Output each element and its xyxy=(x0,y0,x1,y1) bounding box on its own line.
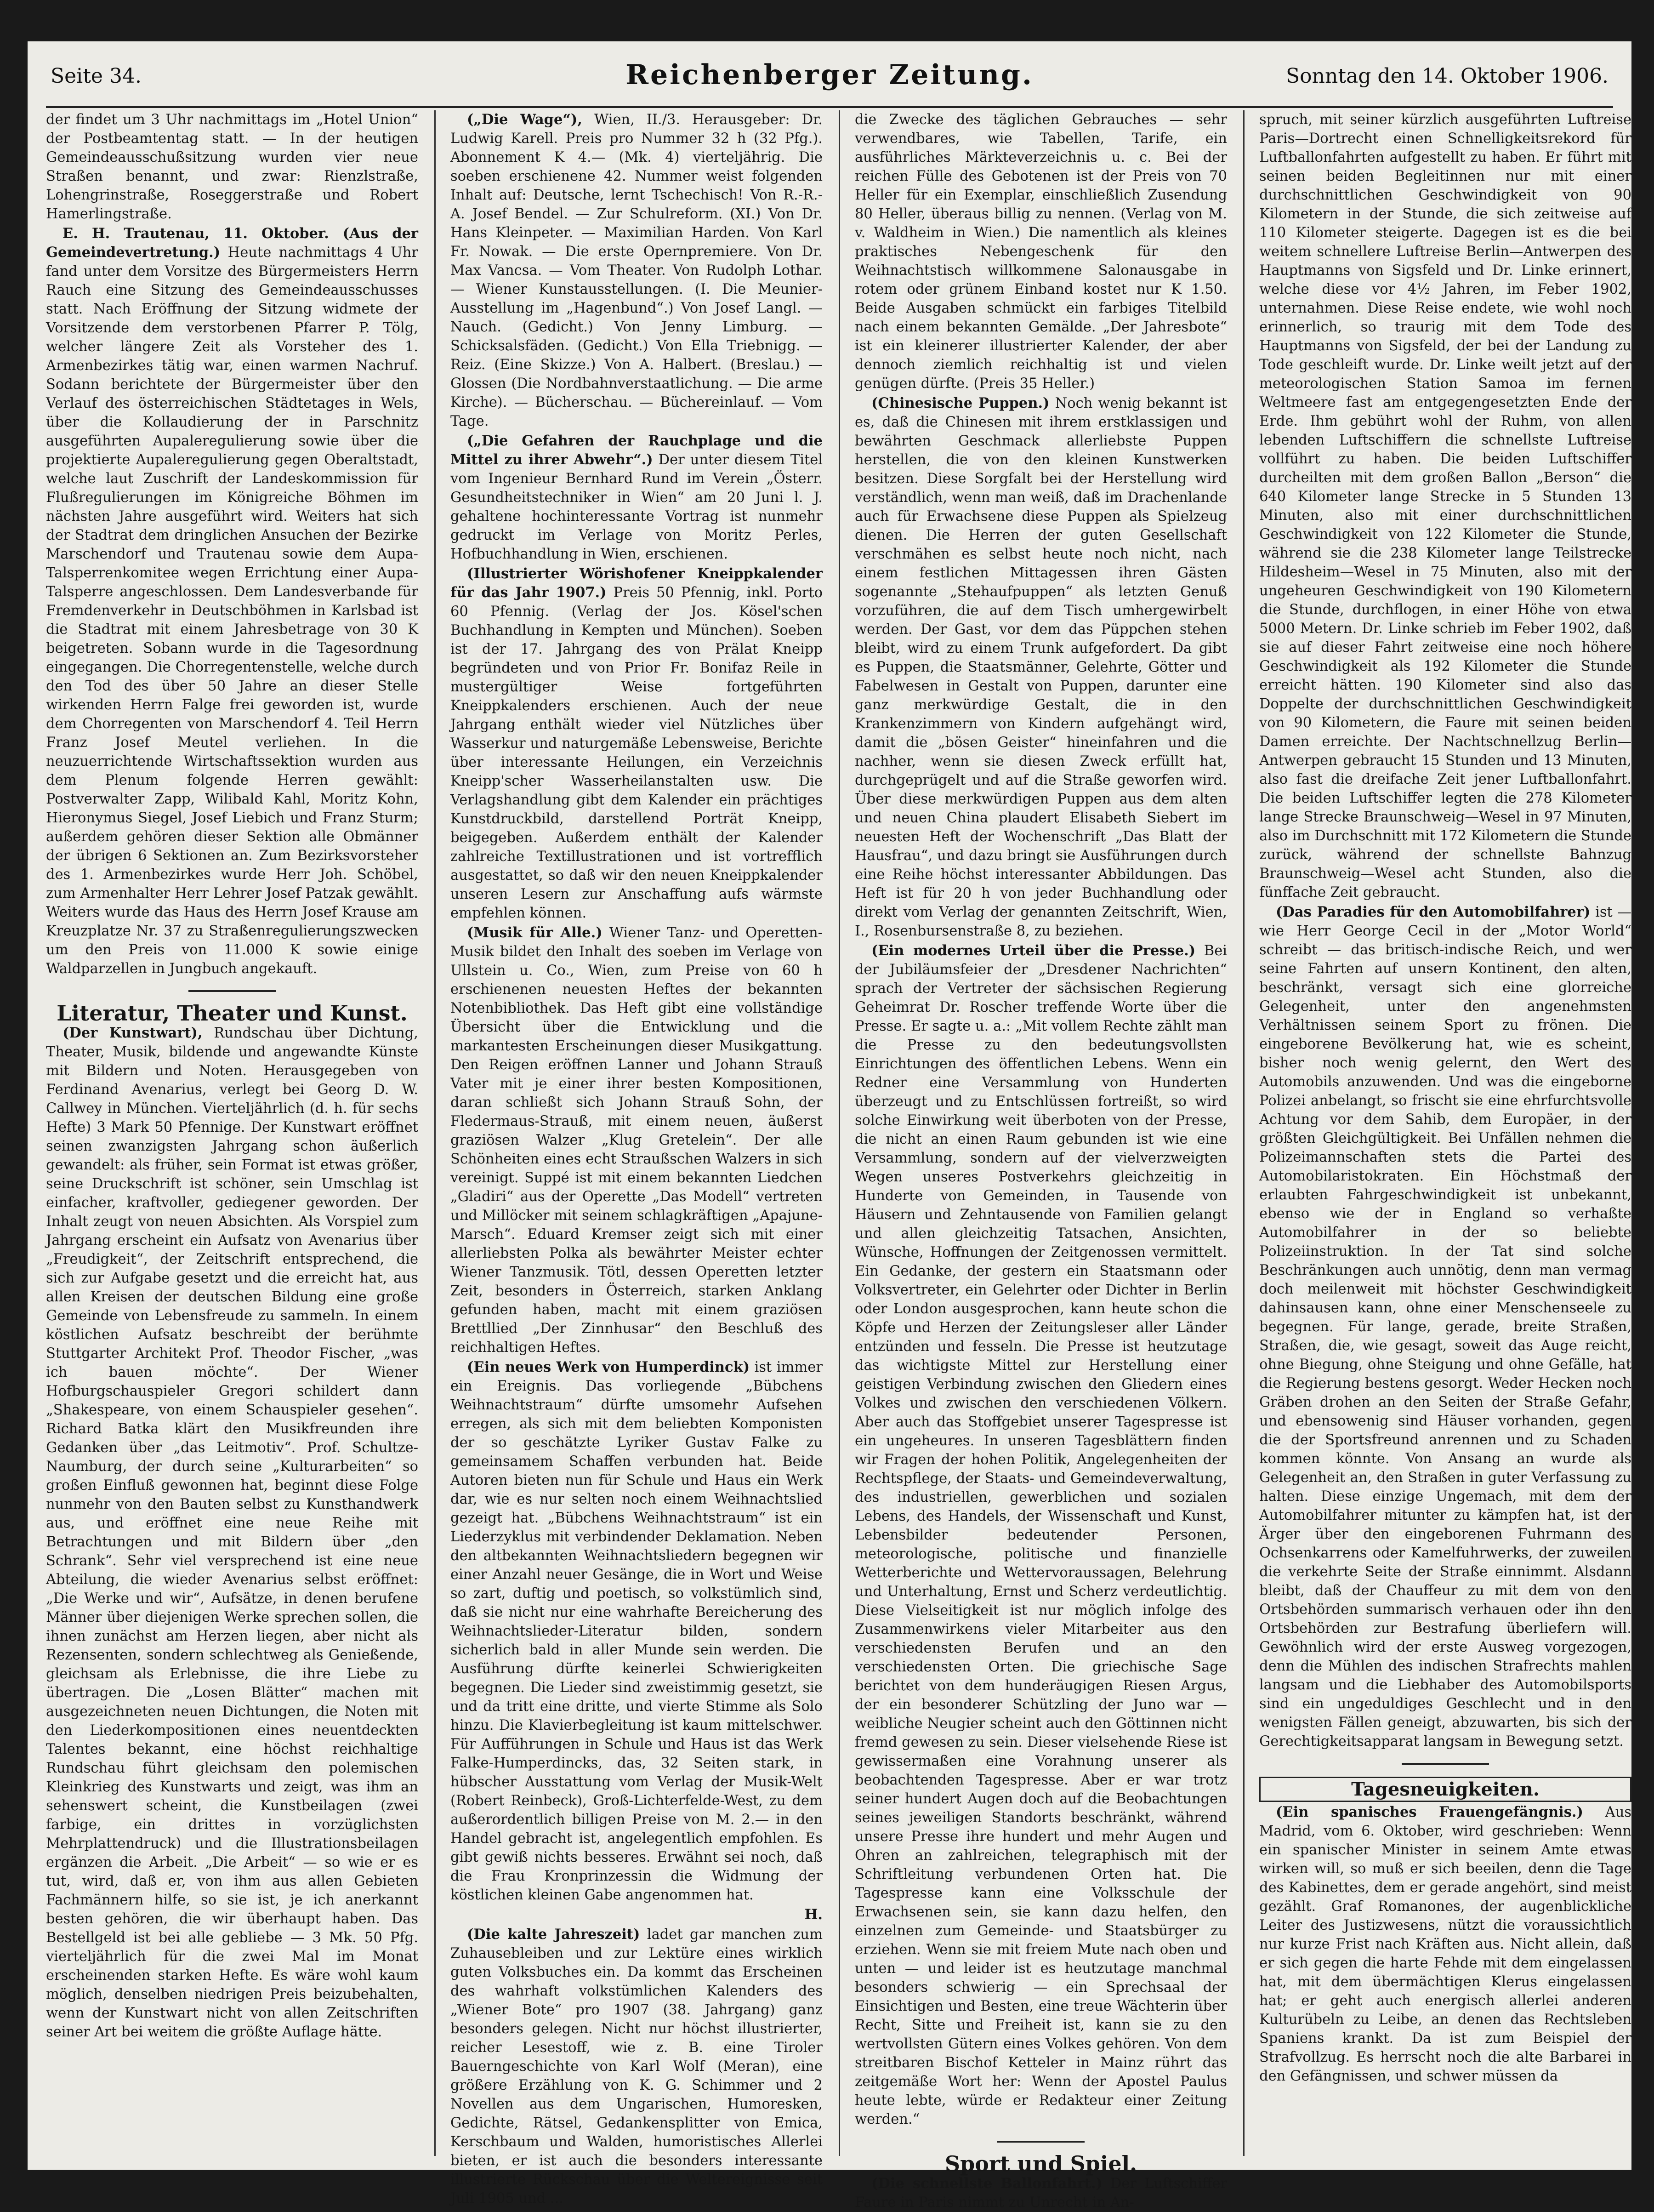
article-text: Noch wenig bekannt ist es, daß die Chinesen mit ihrem erstklassigen und bewährten Geschmack allerliebste Puppen herstellen, die von den kleinen Kunstwerken besitzen. Diese Sorgfalt bei der Herstellung wird verständlich, wenn man weiß, daß im Drachenlande auch für Erwachsene diese Puppen als Spielzeug dienen. Die Herren der guten Gesellschaft verschmähen es selbst heute noch nicht, nach einem festlichen Mittagessen ihren Gästen sogenannte „Stehaufpuppen“ als letzten Genuß vorzuführen, die auf dem Tisch umhergewirbelt werden. Der Gast, vor dem das Püppchen stehen bleibt, wird zu einem Trunk aufgefordert. Da gibt es Puppen, die Staatsmänner, Gelehrte, Götter und Fabelwesen in Gestalt von Puppen, darunter eine ganz merkwürdige Gestalt, die in den Krankenzimmern von Kindern aufgehängt wird, damit die „bösen Geister“ hineinfahren und die nachher, wenn sie diesen Zweck erfüllt hat, durchgeprügelt und auf die Straße geworfen wird. Über diese merkwürdigen Puppen aus dem alten und neuen China plaudert Elisabeth Siebert im neuesten Heft der Wochenschrift „Das Blatt der Hausfrau“, und dazu bringt sie Ausführungen durch eine Reihe höchst interessanter Abbildungen. Das Heft ist für 20 h von jeder Buchhandlung oder direkt vom Verlag der genannten Zeitschrift, Wien, I., Rosenbursenstraße 8, zu beziehen. xyxy=(855,395,1228,939)
column-rule xyxy=(839,110,840,2156)
article xyxy=(1259,903,1631,1751)
separator xyxy=(188,990,276,992)
article-heading: (Musik für Alle.) xyxy=(467,924,602,941)
article-text: Der Luftschiffer Faure in Paris nimmt zu Unrecht in An- xyxy=(855,2176,1227,2211)
article-text: Rundschau über Dichtung, Theater, Musik, bildende und angewandte Künste mit Bildern und Noten. Herausgegeben von Ferdinand Avenarius, verlegt bei Georg D. W. Callwey in München. Vierteljährlich (d. h. für sechs Hefte) 3 Mark 50 Pfennige. Der Kunstwart eröffnet seinen zwanzigsten Jahrgang schon äußerlich gewandelt: als früher, sein Format ist etwas größer, seine Druckschrift ist schöner, sein Umschlag ist einfacher, kraftvoller, gediegener geworden. Der Inhalt zeugt von neuen Absichten. Als Vorspiel zum Jahrgang erscheint ein Aufsatz von Avenarius über „Freudigkeit“, der Zeitschrift entsprechend, die sich zur Aufgabe gesetzt und die erreicht hat, aus allen Kreisen der deutschen Bildung eine große Gemeinde von Lebensfreude zu sammeln. In einem köstlichen Aufsatz beschreibt der berühmte Stuttgarter Architekt Prof. Theodor Fischer, „was ich bauen möchte“. Der Wiener Hofburgschauspieler Gregori schildert dann „Shakespeare, von einem Schauspieler gesehen“. Richard Batka klärt den Musikfreunden ihre Gedanken über „das Leitmotiv“. Prof. Schultze-Naumburg, der durch seine „Kulturarbeiten“ so großen Einfluß gewonnen hat, beginnt diese Folge nunmehr von den Bauten selbst zu Kunsthandwerk aus, und eröffnet eine neue Reihe mit Betrachtungen und mit Bildern über „den Schrank“. Sehr viel versprechend ist eine neue Abteilung, die wieder Avenarius selbst eröffnet: „Die Werke und wir“, Aufsätze, in denen berufene Männer über diejenigen Werke sprechen sollen, die ihnen zunächst am Herzen liegen, aber nicht als Rezensenten, sondern schlechtweg als Genießende, gleichsam als Erlebnisse, die ihre Liebe zu übertragen. Die „Losen Blätter“ machen mit ausgezeichneten neuen Dichtungen, die Noten mit den Liederkompositionen eines neuentdeckten Talentes bekannt, eine höchst reichhaltige Rundschau führt gleichsam den polemischen Kleinkrieg des Kunstwarts und zeigt, was ihm an sehenswert scheint, die Kunstbeilagen (zwei farbige, ein drittes in vorzüglichsten Mehrplattendruck) und die Illustrationsbeilagen ergänzen die Arbeit. „Die Arbeit“ — so wie er es tut, wird, daß er, von ihm aus allen Gebieten Fachmännern hilfe, so sie ist, je ich anerkannt besten gehören, die wir überhaupt haben. Das Bestellgeld ist bei alle gebliebe — 3 Mk. 50 Pfg. vierteljährlich für die zwei Mal im Monat erscheinenden starken Hefte. Es wäre wohl kaum möglich, denselben niedrigen Preis beizubehalten, wenn der Kunstwart nicht von allen Zeitschriften seiner Art bei weitem die größte Auflage hätte. xyxy=(46,1025,418,2040)
article-heading: (Ein neues Werk von Humperdinck) xyxy=(467,1359,750,1375)
article-text: Aus Madrid, vom 6. Oktober, wird geschrieben: Wenn ein spanischer Minister in seinem Amte etwas wirken will, so muß er sich beeilen, denn die Tage des Kabinettes, dem er gerade angehört, sind meist gezählt. Graf Romanones, der augenblickliche Leiter des Justizwesens, nützt die voraussichtlich nur kurze Frist nach Kräften aus. Nicht allein, daß er sich gegen die harte Fehde mit dem eingelassen hat, mit dem übermächtigen Klerus eingelassen hat; er geht auch energisch allerlei anderen Kulturübeln zu Leibe, an denen das Rechtsleben Spaniens krankt. Da ist zum Beispiel der Strafvollzug. Es herrscht noch die alte Barbarei in den Gefängnissen, und schwer müssen da xyxy=(1259,1804,1631,2084)
section-title: Literatur, Theater und Kunst. xyxy=(57,1001,408,1026)
article xyxy=(450,924,823,1357)
column-2 xyxy=(450,110,823,2206)
article-text: die Zwecke des täglichen Gebrauches — sehr verwendbares, wie Tabellen, Tarife, ein ausführliches Märkteverzeichnis u. c. Bei der reichen Fülle des Gebotenen ist der Preis von 70 Heller für ein Exemplar, einschließlich Zusendung 80 Heller, überaus billig zu nennen. (Verlag von M. v. Waldheim in Wien.) Die namentlich als kleines praktisches Nebengeschenk für den Weihnachtstisch willkommene Salonausgabe in rotem oder grünem Einband kostet nur K 1.50. Beide Ausgaben schmückt ein farbiges Titelbild nach einem bekannten Gemälde. „Der Jahresbote“ ist ein kleinerer illustrierter Kalender, der aber dennoch ziemlich reichhaltig ist und vielen genügen dürfte. (Preis 35 Heller.) xyxy=(855,112,1227,392)
article xyxy=(1259,1803,1631,2086)
column-1 xyxy=(46,110,418,2156)
article-text: Preis 50 Pfennig, inkl. Porto 60 Pfennig. (Verlag der Jos. Kösel'schen Buchhandlung in Kempten und München). Soeben ist der 17. Jahrgang des von Prälat Kneipp begründeten und von Prior Fr. Bonifaz Reile in mustergültiger Weise fortgeführten Kneippkalenders erschienen. Auch der neue Jahrgang enthält wieder viel Nützliches über Wasserkur und naturgemäße Lebensweise, Berichte über interessante Heilungen, ein Verzeichnis Kneipp'scher Wasserheilanstalten usw. Die Verlagshandlung gibt dem Kalender ein prächtiges Kunstdruckbild, darstellend Porträt Kneipp, beigegeben. Außerdem enthält der Kalender zahlreiche Textillustrationen und ist vortrefflich ausgestattet, so daß wir den neuen Kneippkalender unseren Lesern zur Anschaffung aufs wärmste empfehlen können. xyxy=(450,585,823,921)
article xyxy=(450,432,823,564)
article-text: spruch, mit seiner kürzlich ausgeführten Luftreise Paris—Dortrecht einen Schnelligkeitsrekord für Luftballonfahrten aufgestellt zu haben. Er führt mit seinen beiden Begleitinnen nur mit einer durchschnittlichen Geschwindigkeit von 90 Kilometern in der Stunde, die sich zeitweise auf 110 Kilometer steigerte. Dagegen ist es die bei weitem schnellere Luftreise Berlin—Antwerpen des Hauptmanns von Sigsfeld und Dr. Linke erinnert, welche diese vor 4½ Jahren, im Feber 1902, unternahmen. Diese Reise endete, wie wohl noch erinnerlich, so traurig mit dem Tode des Hauptmanns von Sigsfeld, der bei der Landung zu Tode geschleift wurde. Dr. Linke weilt jetzt auf der meteorologischen Station Samoa im fernen Weltmeere fast am entgegengesetzten Ende der Erde. Ihm gebührt wohl der Ruhm, von allen lebenden Luftschiffern die schnellste Luftreise vollführt zu haben. Die beiden Luftschiffer durcheilten mit dem großen Ballon „Berson“ die 640 Kilometer lange Strecke in 5 Stunden 13 Minuten, also mit einer durchschnittlichen Geschwindigkeit von 122 Kilometer die Stunde, während sie die 238 Kilometer lange Teilstrecke Hildesheim—Wesel in 75 Minuten, also mit der ungeheuren Geschwindigkeit von 190 Kilometern die Stunde, durchflogen, in einer Höhe von etwa 5000 Metern. Dr. Linke schrieb im Feber 1902, daß sie auf dieser Fahrt zeitweise eine noch höhere Geschwindigkeit als 192 Kilometer die Stunde erreicht hätten. 190 Kilometer sind also das Doppelte der durchschnittlichen Geschwindigkeit von 90 Kilometern, die Faure mit seinen beiden Damen erreichte. Der Nachtschnellzug Berlin—Antwerpen gebraucht 15 Stunden und 13 Minuten, also fast die dreifache Zeit jener Luftballonfahrt. Die beiden Luftschiffer legten die 278 Kilometer lange Strecke Braunschweig—Wesel in 97 Minuten, also im Durchschnitt mit 172 Kilometern die Stunde zurück, während der schnellste Bahnzug Braunschweig—Wesel acht Stunden, also die fünffache Zeit gebraucht. xyxy=(1259,112,1631,901)
page-header xyxy=(46,51,1613,108)
article-text: Heute nachmittags 4 Uhr fand unter dem Vorsitze des Bürgermeisters Herrn Rauch eine Sitzung des Gemeindeausschusses statt. Nach Eröffnung der Sitzung widmete der Vorsitzende dem verstorbenen Pfarrer P. Tölg, welcher längere Zeit als Vorsteher des 1. Armenbezirkes tätig war, einen warmen Nachruf. Sodann berichtete der Bürgermeister über den Verlauf des österreichischen Städtetages in Wels, über die Kollaudierung der in Parschnitz ausgeführten Aupaleregulierung sowie über die projektierte Aupaleregulierung gegen Oberaltstadt, welche laut Zuschrift der Landeskommission für Flußregulierungen im Königreiche Böhmen im nächsten Jahre ausgeführt wird. Weiters hat sich der Stadtrat dem dringlichen Ansuchen der Bezirke Marschendorf und Trautenau sowie dem Aupa-Talsperrenkomitee wegen Errichtung einer Aupa-Talsperre angeschlossen. Dem Landesverbande für Fremdenverkehr in Deutschböhmen in Karlsbad ist die Stadtrat mit einem Jahresbetrage von 30 K beigetreten. Sobann wurde in die Tagesordnung eingegangen. Die Chorregentenstelle, welche durch den Tod des über 50 Jahre an dieser Stelle wirkenden Herrn Falge frei geworden ist, wurde dem Chorregenten von Marschendorf 4. Teil Herrn Franz Josef Meutel verliehen. In die neuzuerrichtende Wirtschaftssektion wurden aus dem Plenum folgende Herren gewählt: Postverwalter Zapp, Wilibald Kahl, Moritz Kohn, Hieronymus Siegel, Josef Liebich und Franz Sturm; außerdem gehören dieser Sektion alle Obmänner der übrigen 6 Sektionen an. Zum Bezirksvorsteher des 1. Armenbezirkes wurde Herr Joh. Schöbel, zum Armenhalter Herr Lehrer Josef Patzak gewählt. Weiters wurde das Haus des Herrn Josef Krause am Kreuzplatze Nr. 37 zu Straßenregulierungszwecken um den Preis von 11.000 K sowie einige Waldparzellen in Jungbuch angekauft. xyxy=(46,245,418,977)
separator xyxy=(1402,1763,1489,1765)
newspaper-title: Reichenberger Zeitung. xyxy=(625,59,1034,91)
article-heading: („Die Gefahren der Rauchplage und die Mittel zu ihrer Abwehr“.) xyxy=(450,433,823,468)
article xyxy=(855,2174,1227,2212)
page-number: Seite 34. xyxy=(51,64,142,88)
issue-date: Sonntag den 14. Oktober 1906. xyxy=(1286,64,1609,88)
article-heading: (Die schnellste Ballonfahrt.) xyxy=(871,2175,1103,2192)
article-heading: E. H. Trautenau, 11. Oktober. (Aus der Gemeindevertretung.) xyxy=(46,225,418,261)
article-heading: (Der Kunstwart), xyxy=(63,1025,203,1041)
columns xyxy=(46,110,1631,2211)
section-title: Sport und Spiel. xyxy=(944,2151,1137,2176)
column-rule xyxy=(434,110,436,2156)
section-title: Tagesneuigkeiten. xyxy=(1259,1777,1631,1802)
article-heading: (Die kalte Jahreszeit) xyxy=(467,1926,640,1943)
article xyxy=(46,224,418,978)
article xyxy=(450,1358,823,1904)
article-text: Bei der Jubiläumsfeier der „Dresdener Nachrichten“ sprach der Vertreter der sächsischen Regierung Geheimrat Dr. Roscher treffende Worte über die Presse. Er sagte u. a.: „Mit vollem Rechte zählt man die Presse zu den bedeutungsvollsten Einrichtungen des öffentlichen Lebens. Wenn ein Redner eine Versammlung von Hunderten überzeugt und zu Entschlüssen fortreißt, so wird solche Einwirkung weit überboten von der Presse, die nicht an einen Raum gebunden ist wie eine Versammlung, sondern auf der vielverzweigten Wegen unseres Postverkehrs gleichzeitig in Hunderte von Gemeinden, in Tausende von Häusern und Zehntausende von Familien gelangt und allen gleichzeitig Tatsachen, Ansichten, Wünsche, Hoffnungen der Zeitgenossen vermittelt. Ein Gedanke, der gestern ein Staatsmann oder Volksvertreter, ein Gelehrter oder Dichter in Berlin oder London ausgesprochen, kann heute schon die Köpfe und Herzen der Zeitungsleser aller Länder entzünden und fesseln. Die Presse ist heutzutage das wichtigste Mittel zur Herstellung einer geistigen Verbindung zwischen den Gliedern eines Volkes und zwischen den verschiedenen Völkern. Aber auch das Stoffgebiet unserer Tagespresse ist ein ungeheures. In unseren Tagesblättern finden wir Fragen der hohen Politik, Angelegenheiten der Rechtspflege, der Staats- und Gemeindeverwaltung, des industriellen, gewerblichen und sozialen Lebens, des Handels, der Wissenschaft und Kunst, Lebensbilder bedeutender Personen, meteorologische, politische und finanzielle Wetterberichte und Wettervoraussagen, Belehrung und Unterhaltung, Ernst und Scherz verdeutlichtig. Diese Vielseitigkeit ist nur möglich infolge des Zusammenwirkens vieler Mitarbeiter aus den verschiedensten Berufen und an den verschiedensten Orten. Die griechische Sage berichtet von dem hunderäugigen Riesen Argus, der ein besonderer Schützling der Juno war — weibliche Neugier scheint auch den Göttinnen nicht fremd gewesen zu sein. Dieser vielsehende Riese ist gewissermaßen eine Vorahnung unserer als beobachtenden Tagespresse. Aber er war trotz seiner hundert Augen doch auf die Beobachtungen seines jeweiligen Standorts beschränkt, während unsere Presse ihre hundert und mehr Augen und Ohren an zahlreichen, telegraphisch mit der Schriftleitung verbundenen Orten hat. Die Tagespresse kann eine Volksschule der Erwachsenen sein, sie kann dazu helfen, den einzelnen zum Gemeinde- und Staatsbürger zu erziehen. Wenn sie mit freiem Mute nach oben und unten — und leider ist es heutzutage manchmal besonders schwierig — ein Sprechsaal der Einsichtigen und Besten, eine treue Wächterin über Recht, Sitte und Freiheit ist, kann sie zu den wertvollsten Gütern eines Volkes gehören. Von dem streitbaren Bischof Ketteler in Mainz rührt das zeitgemäße Wort her: Wenn der Apostel Paulus heute lebte, würde er Redakteur einer Zeitung werden.“ xyxy=(855,943,1227,2127)
article xyxy=(855,394,1227,941)
article-heading: (Ein spanisches Frauengefängnis.) xyxy=(1276,1804,1583,1820)
article-text: ist — wie Herr George Cecil in der „Motor World“ schreibt — das britisch-indische Reich, und wer seine Fahrten auf unsern Kontinent, den alten, beschränkt, versagt sich eine glorreiche Gelegenheit, unter den angenehmsten Verhältnissen seinem Sport zu frönen. Die eingeborene Bevölkerung hat, wie es scheint, bisher noch wenig gelernt, den Wert des Automobils anzuwenden. Und was die eingeborne Polizei anbelangt, so frischt sie eine ehrfurchtsvolle Achtung vor dem Sahib, dem Europäer, in der größten Gleichgültigkeit. Bei Unfällen nehmen die Polizeimannschaften stets die Partei des Automobilaristokraten. Ein Höchstmaß der erlaubten Fahrgeschwindigkeit ist unbekannt, ebenso wie der in England so verhaßte Automobilfahrer in der so beliebte Polizeiinstruktion. In der Tat sind solche Beschränkungen auch unnötig, denn man vermag doch meilenweit mit höchster Geschwindigkeit dahinsausen kann, ohne einer Menschenseele zu begegnen. Für lange, gerade, breite Straßen, Straßen, die, wie gesagt, soweit das Auge reicht, ohne Biegung, ohne Steigung und ohne Gefälle, hat die Regierung bestens gesorgt. Weder Hecken noch Gräben drohen an den Seiten der Straße Gefahr, und ebensowenig sind Häuser vorhanden, gegen die der Sportsfreund anrennen und zu Schaden kommen könnte. Von Ansang an wurde als Gelegenheit an, den Straßen in guter Verfassung zu halten. Diese einzige Ungemach, mit dem der Automobilfahrer mitunter zu kämpfen hat, ist der Ärger über den eingeborenen Fuhrmann des Ochsenkarrens oder Kamelfuhrwerks, der zuweilen die verkehrte Seite der Straße einnimmt. Alsdann bleibt, daß der Chauffeur zu mit dem von den Ortsbehörden summarisch verhauen oder ihn den Ortsbehörden zur Bestrafung überliefern will. Gewöhnlich wird der erste Ausweg vorgezogen, denn die Mühlen des indischen Strafrechts mahlen langsam und die Liebhaber des Automobilsports sind ein ungeduldiges Geschlecht und in den wenigsten Fällen geneigt, abzuwarten, bis sich der Gerechtigkeitsapparat langsam in Bewegung setzt. xyxy=(1259,904,1631,1750)
column-3 xyxy=(855,110,1228,2211)
newspaper-page xyxy=(28,41,1631,2211)
article xyxy=(450,110,823,431)
article-text: ladet gar manchen zum Zuhausebleiben und zur Lektüre eines wirklich guten Volksbuches ein. Da kommt das Erscheinen des wahrhaft volkstümlichen Kalenders des „Wiener Bote“ pro 1907 (38. Jahrgang) ganz besonders gelegen. Nicht nur höchst illustrierter, reicher Lesestoff, wie z. B. eine Tiroler Bauerngeschichte von Karl Wolf (Meran), eine größere Erzählung von K. G. Schimmer und 2 Novellen aus dem Ungarischen, Humoresken, Gedichte, Rätsel, Gedankensplitter von Emica, Kerschbaum und Walden, humoristisches Allerlei bieten, er ist auch die besonders interessante illustrierte Rückschau über die Weltereignisse seit Juli 1905 und ... xyxy=(450,1927,823,2206)
article-signature: H. xyxy=(804,1906,823,1923)
article xyxy=(450,1925,823,2208)
article xyxy=(46,1024,418,2041)
article-text: der findet um 3 Uhr nachmittags im „Hotel Union“ der Postbeamtentag statt. — In der heutigen Gemeindeausschußsitzung wurden vier neue Straßen benannt, und zwar: Rienzlstraße, Lohengrinstraße, Roseggerstraße und Robert Hamerlingstraße. xyxy=(46,112,418,222)
article-text: Der unter diesem Titel vom Ingenieur Bernhard Rund im Verein „Österr. Gesundheitstechniker in Wien“ am 20 Juni l. J. gehaltene hochinteressante Vortrag ist nunmehr gedruckt im Verlage von Moritz Perles, Hofbuchhandlung in Wien, erschienen. xyxy=(450,452,823,562)
article-text: Wien, II./3. Herausgeber: Dr. Ludwig Karell. Preis pro Nummer 32 h (32 Pfg.). Abonnement K 4.— (Mk. 4) vierteljährig. Die soeben erschienene 42. Nummer weist folgenden Inhalt auf: Deutsche, lernt Tschechisch! Von R.-R.-A. Josef Bendel. — Zur Schulreform. (XI.) Von Dr. Hans Kleinpeter. — Maximilian Harden. Von Karl Fr. Nowak. — Die erste Opernpremiere. Von Dr. Max Vancsa. — Vom Theater. Von Rudolph Lothar. — Wiener Kunstausstellungen. (I. Die Meunier-Ausstellung im „Hagenbund“.) Von Josef Langl. — Nauch. (Gedicht.) Von Jenny Limburg. — Schicksalsfäden. (Gedicht.) Von Ella Triebnigg. — Reiz. (Eine Skizze.) Von A. Halbert. (Breslau.) — Glossen (Die Nordbahnverstaatlichung. — Die arme Kirche). — Bücherschau. — Büchereinlauf. — Vom Tage. xyxy=(450,112,823,429)
column-rule xyxy=(1243,110,1245,2156)
separator xyxy=(997,2141,1085,2143)
article-heading: (Illustrierter Wörishofener Kneippkalender für das Jahr 1907.) xyxy=(450,565,823,601)
article-heading: (Das Paradies für den Automobilfahrer) xyxy=(1276,904,1591,920)
article xyxy=(450,564,823,923)
article-heading: (Chinesische Puppen.) xyxy=(871,395,1050,411)
article-text: ist immer ein Ereignis. Das vorliegende „Bübchens Weihnachtstraum“ dürfte umsomehr Aufsehen erregen, als sich mit dem beliebten Komponisten der so geschätzte Lyriker Gustav Falke zu gemeinsamem Schaffen verbunden hat. Beide Autoren bieten nun für Schule und Haus ein Werk dar, wie es nur selten noch einem Weihnachtslied gezeigt hat. „Bübchens Weihnachtstraum“ ist ein Liederzyklus mit verbindender Deklamation. Neben den altbekannten Weihnachtsliedern begegnen wir einer Anzahl neuer Gesänge, die in Wort und Weise so zart, duftig und poetisch, so volkstümlich sind, daß sie nicht nur eine wahrhafte Bereicherung des Weihnachtslieder-Literatur bilden, sondern sicherlich bald in aller Munde sein werden. Die Ausführung dürfte keinerlei Schwierigkeiten begegnen. Die Lieder sind zweistimmig gesetzt, sie und da tritt eine dritte, und vierte Stimme als Solo hinzu. Die Klavierbegleitung ist kaum mittelschwer. Für Aufführungen in Schule und Haus ist das Werk Falke-Humperdincks, das, 32 Seiten stark, in hübscher Ausstattung vom Verlag der Musik-Welt (Robert Reinbeck), Groß-Lichterfelde-West, zu dem außerordentlich billigen Preise von M. 2.— in den Handel gebracht ist, angelegentlich empfohlen. Es gibt gewiß nichts besseres. Erwähnt sei noch, daß die Frau Kronprinzessin die Widmung der köstlichen kleinen Gabe angenommen hat. xyxy=(450,1359,823,1903)
article-heading: („Die Wage“), xyxy=(467,111,582,128)
column-4 xyxy=(1259,110,1631,2156)
article-text: Wiener Tanz- und Operetten-Musik bildet den Inhalt des soeben im Verlage von Ullstein u. Co., Wien, zum Preise von 60 h erschienenen neuesten Heftes der bekannten Notenbibliothek. Das Heft gibt eine vollständige Übersicht über die Entwicklung und die markantesten Erscheinungen dieser Musikgattung. Den Reigen eröffnen Lanner und Johann Strauß Vater mit je einer ihrer besten Kompositionen, daran schließt sich Johann Strauß Sohn, der Fledermaus-Strauß, mit einem neuen, äußerst graziösen Walzer „Klug Gretelein“. Der alle Schönheiten eines echt Straußschen Walzers in sich vereinigt. Suppé ist mit einem bekannten Liedchen „Gladiri“ aus der Operette „Das Modell“ vertreten und Millöcker mit seinem schlagkräftigen „Apajune-Marsch“. Eduard Kremser zeigt sich mit einer allerliebsten Polka als bewährter Meister echter Wiener Tanzmusik. Tötl, dessen Operetten letzter Zeit, besonders in Österreich, starken Anklang gefunden haben, macht mit einem graziösen Brettllied „Der Zinnhusar“ den Beschluß des reichhaltigen Heftes. xyxy=(450,925,823,1356)
article-heading: (Ein modernes Urteil über die Presse.) xyxy=(871,942,1196,959)
article xyxy=(855,941,1227,2129)
